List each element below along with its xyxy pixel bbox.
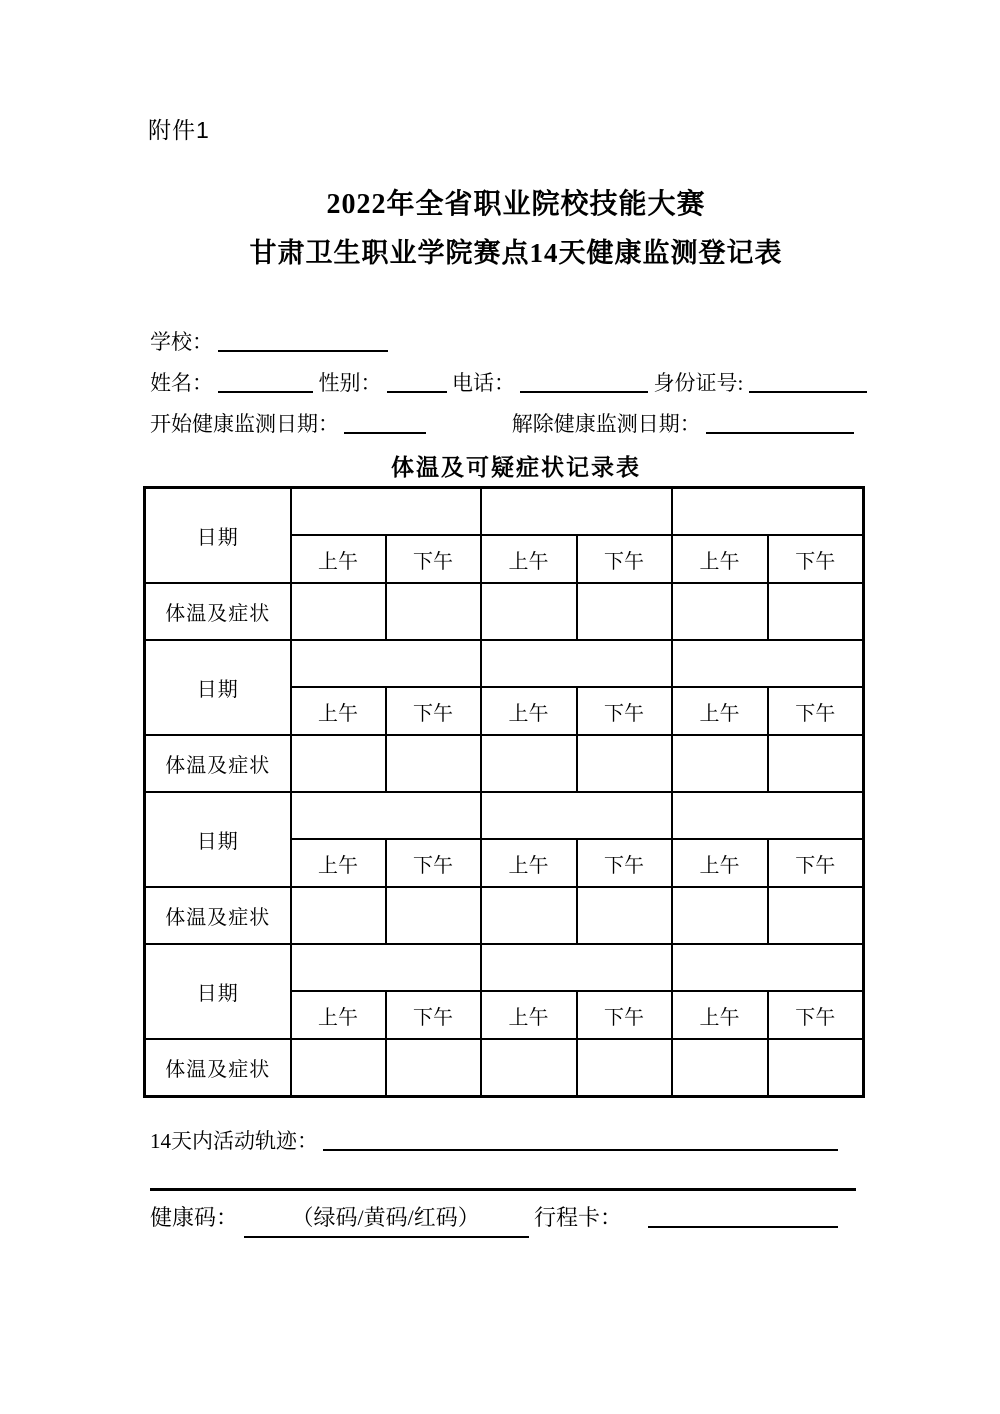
date-row-label: 日期 bbox=[145, 944, 291, 1039]
am-header-cell: 上午 bbox=[291, 839, 386, 887]
end-date-blank-field bbox=[706, 430, 854, 434]
health-code-label: 健康码： bbox=[150, 1205, 239, 1230]
date-row-label: 日期 bbox=[145, 640, 291, 735]
gender-label: 性别： bbox=[318, 371, 382, 395]
temperature-symptom-table bbox=[143, 486, 865, 1098]
activity-track-blank-field bbox=[323, 1147, 838, 1151]
gender-blank-field bbox=[387, 389, 447, 393]
health-code-options: （绿码/黄码/红码） bbox=[244, 1200, 529, 1238]
travel-card-label: 行程卡： bbox=[534, 1205, 623, 1230]
pm-header-cell: 下午 bbox=[577, 839, 672, 887]
temp-entry-cell bbox=[577, 583, 672, 640]
am-header-cell: 上午 bbox=[672, 687, 768, 735]
am-header-cell: 上午 bbox=[481, 687, 577, 735]
table-title: 体温及可疑症状记录表 bbox=[391, 455, 641, 480]
activity-track-row bbox=[150, 1124, 862, 1158]
date-entry-cell bbox=[291, 944, 481, 991]
monitoring-dates-row bbox=[150, 407, 862, 441]
table-row bbox=[145, 944, 864, 991]
temp-entry-cell bbox=[481, 1039, 577, 1097]
id-number-label: 身份证号: bbox=[653, 371, 744, 395]
temp-entry-cell bbox=[577, 1039, 672, 1097]
activity-track-label: 14天内活动轨迹： bbox=[150, 1129, 318, 1153]
temp-entry-cell bbox=[291, 887, 386, 944]
am-header-cell: 上午 bbox=[672, 839, 768, 887]
am-header-cell: 上午 bbox=[672, 991, 768, 1039]
date-entry-cell bbox=[672, 944, 864, 991]
health-code-row bbox=[150, 1200, 862, 1236]
am-header-cell: 上午 bbox=[291, 991, 386, 1039]
temp-entry-cell bbox=[386, 1039, 481, 1097]
pm-header-cell: 下午 bbox=[768, 535, 864, 583]
date-entry-cell bbox=[481, 640, 672, 687]
date-entry-cell bbox=[672, 488, 864, 536]
table-row bbox=[145, 488, 864, 536]
date-row-label: 日期 bbox=[145, 792, 291, 887]
table-row bbox=[145, 1039, 864, 1097]
table-row bbox=[145, 887, 864, 944]
end-date-label: 解除健康监测日期： bbox=[511, 412, 701, 436]
temp-entry-cell bbox=[672, 735, 768, 792]
pm-header-cell: 下午 bbox=[577, 535, 672, 583]
table-row bbox=[145, 640, 864, 687]
temp-entry-cell bbox=[386, 583, 481, 640]
date-entry-cell bbox=[481, 792, 672, 839]
id-number-blank-field bbox=[749, 389, 867, 393]
pm-header-cell: 下午 bbox=[386, 535, 481, 583]
temp-entry-cell bbox=[577, 735, 672, 792]
temp-symptom-row-label: 体温及症状 bbox=[145, 583, 291, 640]
phone-blank-field bbox=[520, 389, 648, 393]
temp-entry-cell bbox=[481, 887, 577, 944]
am-header-cell: 上午 bbox=[481, 991, 577, 1039]
phone-label: 电话： bbox=[452, 371, 515, 395]
temp-symptom-row-label: 体温及症状 bbox=[145, 1039, 291, 1097]
pm-header-cell: 下午 bbox=[768, 991, 864, 1039]
pm-header-cell: 下午 bbox=[768, 839, 864, 887]
date-entry-cell bbox=[672, 640, 864, 687]
temp-entry-cell bbox=[672, 1039, 768, 1097]
am-header-cell: 上午 bbox=[291, 535, 386, 583]
temp-entry-cell bbox=[291, 583, 386, 640]
school-label: 学校： bbox=[150, 330, 213, 354]
temp-symptom-row-label: 体温及症状 bbox=[145, 887, 291, 944]
date-row-label: 日期 bbox=[145, 488, 291, 584]
temp-symptom-row-label: 体温及症状 bbox=[145, 735, 291, 792]
pm-header-cell: 下午 bbox=[386, 839, 481, 887]
temp-entry-cell bbox=[386, 735, 481, 792]
am-header-cell: 上午 bbox=[672, 535, 768, 583]
table-row bbox=[145, 792, 864, 839]
pm-header-cell: 下午 bbox=[386, 991, 481, 1039]
pm-header-cell: 下午 bbox=[768, 687, 864, 735]
temp-entry-cell bbox=[291, 1039, 386, 1097]
start-date-label: 开始健康监测日期： bbox=[150, 412, 339, 436]
start-date-blank-field bbox=[344, 430, 426, 434]
attachment-label: 附件1 bbox=[148, 117, 210, 143]
table-row bbox=[145, 735, 864, 792]
temp-entry-cell bbox=[481, 735, 577, 792]
document-title-line1: 2022年全省职业院校技能大赛 bbox=[326, 189, 706, 220]
date-entry-cell bbox=[481, 488, 672, 536]
am-header-cell: 上午 bbox=[481, 535, 577, 583]
am-header-cell: 上午 bbox=[291, 687, 386, 735]
personal-info-row bbox=[150, 366, 862, 400]
date-entry-cell bbox=[291, 792, 481, 839]
pm-header-cell: 下午 bbox=[577, 991, 672, 1039]
temp-entry-cell bbox=[386, 887, 481, 944]
am-header-cell: 上午 bbox=[481, 839, 577, 887]
temp-entry-cell bbox=[768, 1039, 864, 1097]
temp-entry-cell bbox=[672, 583, 768, 640]
document-title-line2: 甘肃卫生职业学院赛点14天健康监测登记表 bbox=[249, 238, 783, 268]
pm-header-cell: 下午 bbox=[577, 687, 672, 735]
temp-entry-cell bbox=[768, 583, 864, 640]
temp-entry-cell bbox=[768, 887, 864, 944]
temp-entry-cell bbox=[481, 583, 577, 640]
temp-entry-cell bbox=[577, 887, 672, 944]
travel-card-blank-field bbox=[648, 1224, 838, 1228]
temp-entry-cell bbox=[672, 887, 768, 944]
school-blank-field bbox=[218, 348, 388, 352]
date-entry-cell bbox=[291, 488, 481, 536]
pm-header-cell: 下午 bbox=[386, 687, 481, 735]
table-row bbox=[145, 583, 864, 640]
date-entry-cell bbox=[481, 944, 672, 991]
name-label: 姓名： bbox=[150, 371, 213, 395]
name-blank-field bbox=[218, 389, 313, 393]
date-entry-cell bbox=[672, 792, 864, 839]
school-row bbox=[150, 325, 862, 359]
date-entry-cell bbox=[291, 640, 481, 687]
temp-entry-cell bbox=[291, 735, 386, 792]
activity-track-continuation-line bbox=[150, 1178, 856, 1191]
temp-entry-cell bbox=[768, 735, 864, 792]
